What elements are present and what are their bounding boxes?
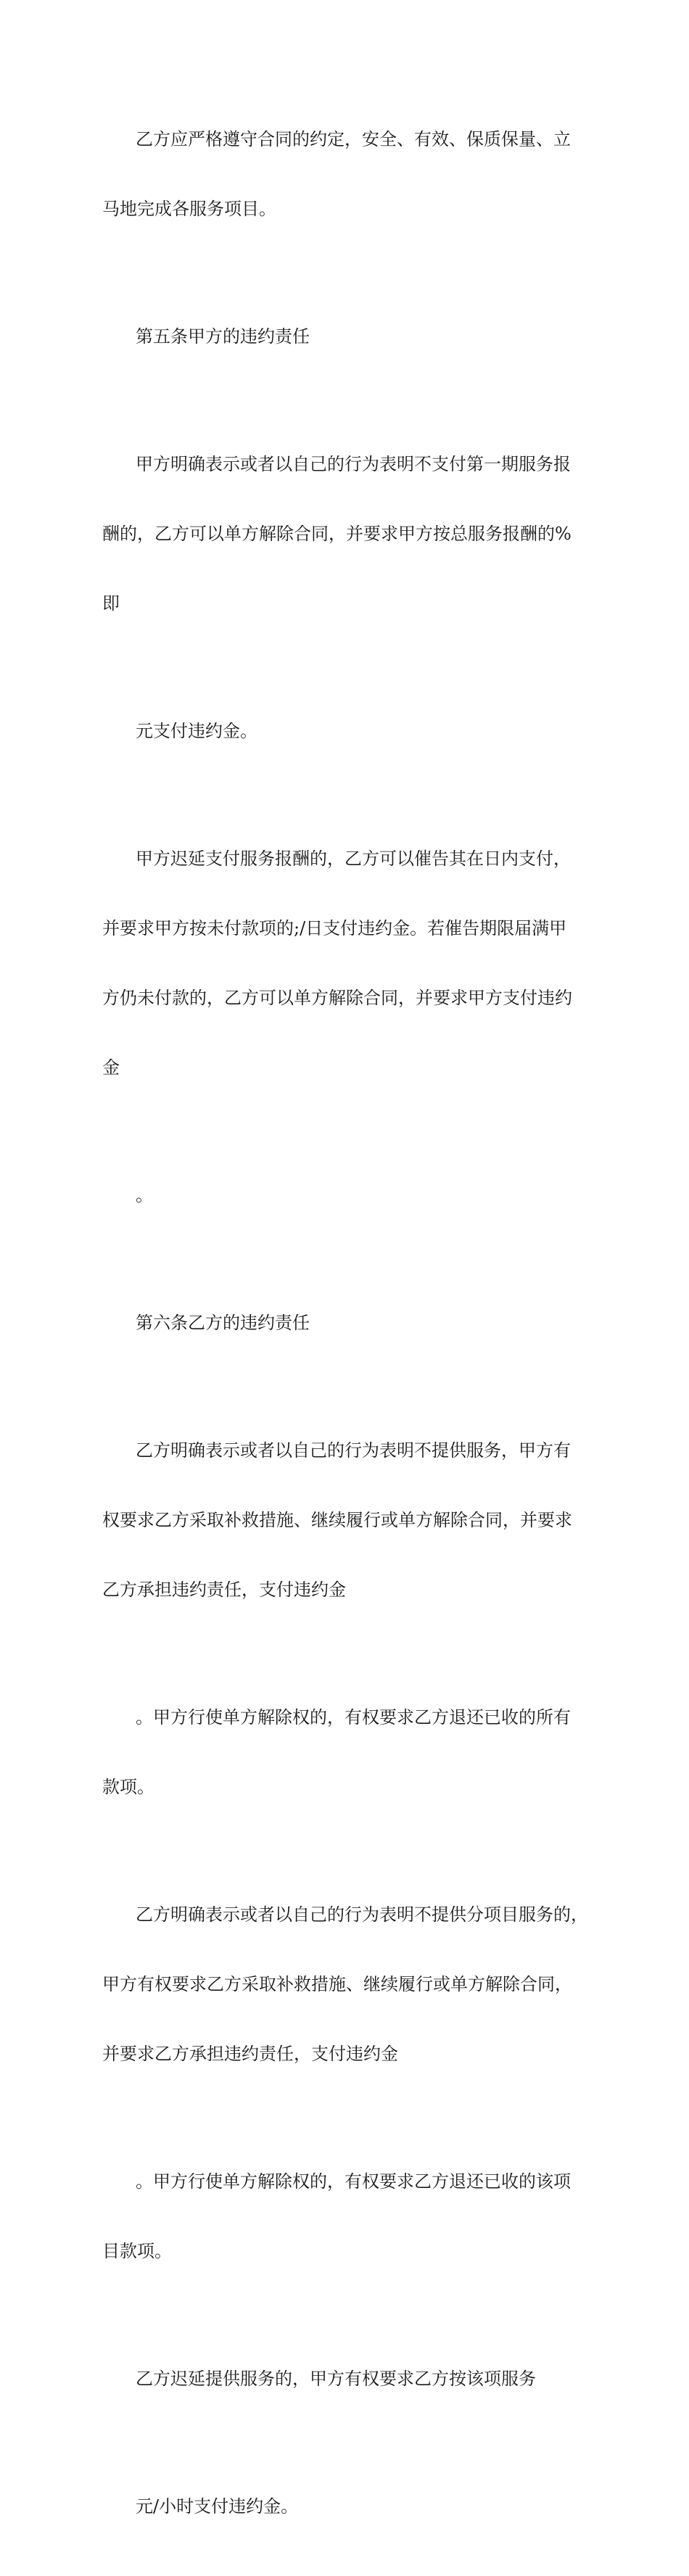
paragraph-5 [102,801,595,1126]
article-5-heading [102,278,595,395]
paragraph-9 [102,1659,595,1845]
paragraph-line: 马地完成各服务项目。 [102,199,276,219]
paragraph-line: 并要求乙方承担违约责任，支付违约金 [102,2044,398,2064]
paragraph-line: 乙方承担违约责任，支付违约金 [102,1580,346,1600]
paragraph-line: 方仍未付款的，乙方可以单方解除合同，并要求甲方支付违约 [102,988,572,1008]
paragraph-line: 。甲方行使单方解除权的，有权要求乙方退还已收的所有 [136,1707,571,1727]
paragraph-4 [102,673,595,789]
paragraph-13 [102,2448,595,2564]
paragraph-line: 乙方明确表示或者以自己的行为表明不提供服务，甲方有 [136,1440,571,1461]
article-6-heading [102,1265,595,1381]
paragraph-8 [102,1392,595,1648]
paragraph-line: 第五条甲方的违约责任 [136,326,310,347]
paragraph-11 [102,2123,595,2309]
paragraph-line: 元支付违约金。 [136,721,257,741]
paragraph-line: 甲方明确表示或者以自己的行为表明不支付第一期服务报 [136,454,571,474]
paragraph-1 [102,81,595,267]
paragraph-line: 第六条乙方的违约责任 [136,1313,310,1333]
paragraph-line: 。 [136,1185,153,1205]
paragraph-line: 并要求甲方按未付款项的;/日支付违约金。若催告期限届满甲 [102,918,567,938]
paragraph-line: 甲方迟延支付服务报酬的，乙方可以催告其在日内支付， [136,849,571,869]
paragraph-line: 乙方明确表示或者以自己的行为表明不提供分项目服务的， [136,1904,588,1925]
paragraph-line: 金 [102,1057,120,1078]
paragraph-line: 甲方有权要求乙方采取补救措施、继续履行或单方解除合同， [102,1974,572,1994]
paragraph-line: 乙方迟延提供服务的，甲方有权要求乙方按该项服务 [136,2369,536,2389]
paragraph-6 [102,1137,595,1253]
paragraph-line: 权要求乙方采取补救措施、继续履行或单方解除合同，并要求 [102,1510,572,1530]
paragraph-line: 酬的，乙方可以单方解除合同，并要求甲方按总服务报酬的% [102,524,572,544]
paragraph-line: 乙方应严格遵守合同的约定，安全、有效、保质保量、立 [136,129,571,149]
paragraph-3 [102,406,595,661]
paragraph-line: 。甲方行使单方解除权的，有权要求乙方退还已收的该项 [136,2171,571,2192]
paragraph-line: 目款项。 [102,2241,172,2261]
paragraph-line: 款项。 [102,1777,154,1797]
paragraph-12 [102,2321,595,2437]
paragraph-10 [102,1857,595,2112]
paragraph-line: 即 [102,593,120,614]
paragraph-line: 元/小时支付违约金。 [136,2496,299,2517]
document-body [102,81,595,2576]
